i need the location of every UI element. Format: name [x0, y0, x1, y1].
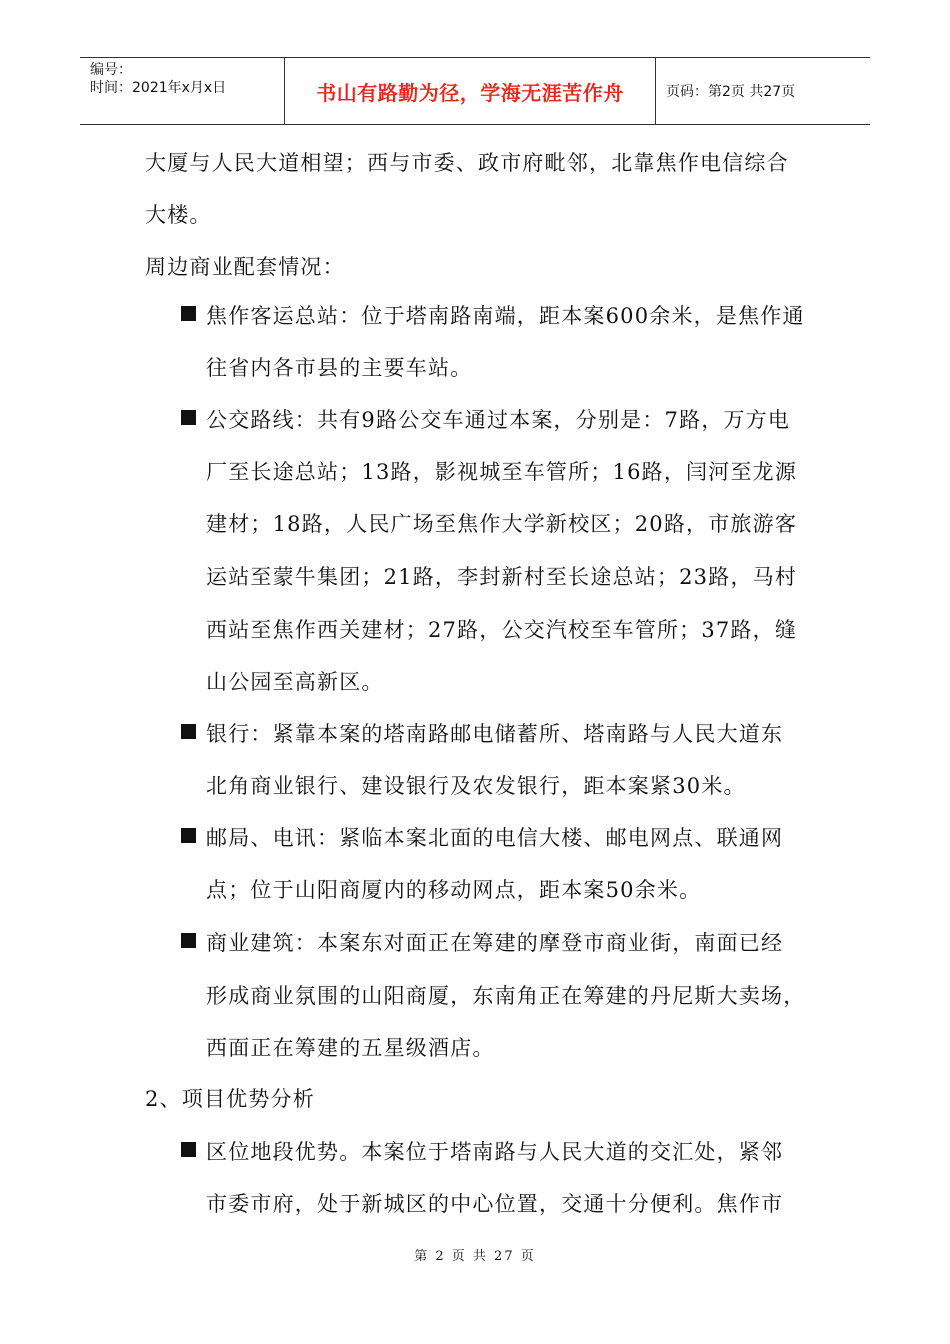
- section-heading: 2、项目优势分析: [145, 1087, 315, 1111]
- paragraph-line: 大楼。: [145, 203, 212, 227]
- list-item-line: 区位地段优势。本案位于塔南路与人民大道的交汇处，紧邻: [206, 1140, 784, 1164]
- list-item-line: 邮局、电讯：紧临本案北面的电信大楼、邮电网点、联通网: [206, 826, 784, 850]
- header-motto: 书山有路勤为径，学海无涯苦作舟: [316, 80, 624, 105]
- list-item-line: 商业建筑：本案东对面正在筹建的摩登市商业街，南面已经: [206, 931, 784, 955]
- page-footer: 第 2 页 共 27 页: [414, 1249, 536, 1264]
- list-item-line: 银行：紧靠本案的塔南路邮电储蓄所、塔南路与人民大道东: [206, 722, 784, 746]
- list-item-line: 山公园至高新区。: [206, 670, 384, 694]
- list-item-line: 西站至焦作西关建材；27路，公交汽校至车管所；37路，缝: [206, 618, 798, 642]
- header-page-info: 页码：第2页 共27页: [666, 84, 796, 100]
- doc-date-label: 时间：2021年x月x日: [90, 80, 227, 96]
- page-header: [80, 57, 870, 125]
- list-item-line: 运站至蒙牛集团；21路，李封新村至长途总站；23路，马村: [206, 565, 798, 589]
- square-bullet-icon: [181, 828, 196, 843]
- header-motto-cell: [284, 58, 656, 124]
- list-item-line: 往省内各市县的主要车站。: [206, 356, 473, 380]
- list-item-line: 厂至长途总站；13路，影视城至车管所；16路，闫河至龙源: [206, 460, 798, 484]
- list-item-line: 西面正在筹建的五星级酒店。: [206, 1036, 495, 1060]
- doc-number-label: 编号：: [90, 62, 132, 78]
- square-bullet-icon: [181, 724, 196, 739]
- list-item-line: 形成商业氛围的山阳商厦，东南角正在筹建的丹尼斯大卖场，: [206, 984, 806, 1008]
- list-item-line: 公交路线：共有9路公交车通过本案，分别是：7路，万方电: [206, 408, 791, 432]
- square-bullet-icon: [181, 933, 196, 948]
- section-label: 周边商业配套情况：: [145, 255, 345, 279]
- square-bullet-icon: [181, 410, 196, 425]
- list-item-line: 焦作客运总站：位于塔南路南端，距本案600余米，是焦作通: [206, 304, 805, 328]
- paragraph-line: 大厦与人民大道相望；西与市委、政市府毗邻，北靠焦作电信综合: [145, 151, 789, 175]
- square-bullet-icon: [181, 1142, 196, 1157]
- list-item-line: 点；位于山阳商厦内的移动网点，距本案50余米。: [206, 878, 702, 902]
- square-bullet-icon: [181, 306, 196, 321]
- header-meta: [80, 58, 284, 124]
- list-item-line: 市委市府，处于新城区的中心位置，交通十分便利。焦作市: [206, 1192, 784, 1216]
- list-item-line: 北角商业银行、建设银行及农发银行，距本案紧30米。: [206, 774, 746, 798]
- list-item-line: 建材；18路，人民广场至焦作大学新校区；20路，市旅游客: [206, 512, 798, 536]
